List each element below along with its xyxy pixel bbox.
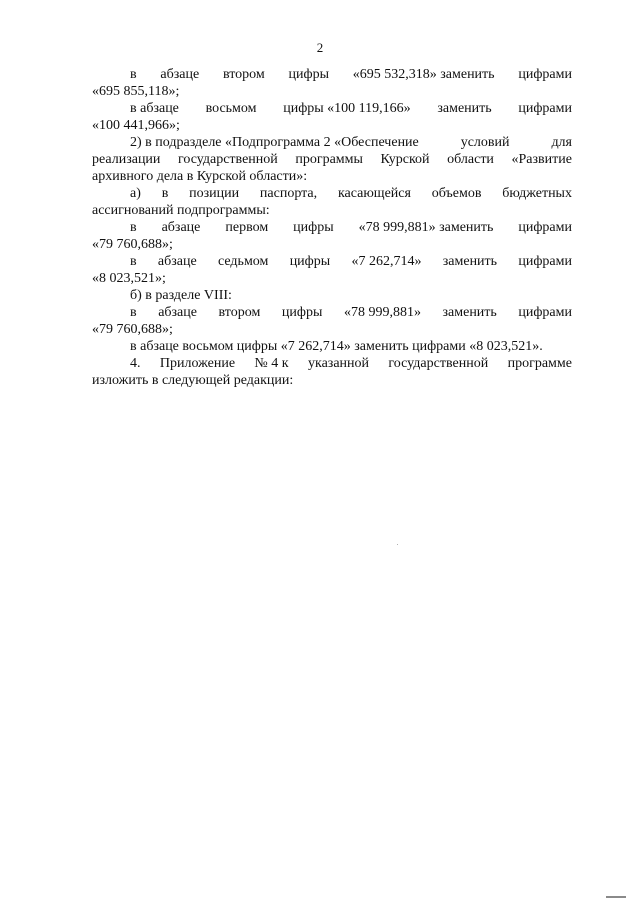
word: реализации <box>92 152 161 167</box>
word: «78 999,881» <box>343 305 421 320</box>
word: абзаце <box>158 305 197 320</box>
word: указанной <box>307 356 370 371</box>
word: касающейся <box>337 186 411 201</box>
word: цифры <box>289 254 331 269</box>
word: цифрами <box>518 67 572 82</box>
word: для <box>551 135 572 150</box>
word: седьмом <box>218 254 269 269</box>
word: государственной <box>177 152 278 167</box>
word: заменить <box>442 305 497 320</box>
text-line: «79 760,688»; <box>92 237 173 252</box>
word: в <box>130 67 137 82</box>
word: в абзаце <box>130 101 179 116</box>
text-line: «79 760,688»; <box>92 322 173 337</box>
word: а) <box>130 186 141 201</box>
word: в <box>161 186 169 201</box>
word: № 4 к <box>254 356 289 371</box>
word: восьмом <box>205 101 257 116</box>
word: Приложение <box>159 356 236 371</box>
word: втором <box>218 305 261 320</box>
word: «7 262,714» <box>351 254 422 269</box>
text-line: «8 023,521»; <box>92 271 166 286</box>
word: 2) в подразделе «Подпрограмма 2 «Обеспечение <box>130 135 419 150</box>
word: цифры <box>281 305 323 320</box>
word: цифры <box>293 220 334 235</box>
text-line <box>92 185 572 202</box>
word: цифры <box>288 67 329 82</box>
text-line <box>92 219 572 236</box>
text-line <box>92 66 572 83</box>
word: абзаце <box>160 67 200 82</box>
word: втором <box>222 67 265 82</box>
text-line: изложить в следующей редакции: <box>92 373 294 388</box>
word: в <box>130 305 137 320</box>
word: «78 999,881» заменить <box>358 220 494 235</box>
word: бюджетных <box>502 186 572 201</box>
text-line: в абзаце восьмом цифры «7 262,714» заменить цифрами «8 023,521». <box>130 339 543 354</box>
text-line: «695 855,118»; <box>92 84 180 99</box>
word: в <box>130 220 137 235</box>
page-number: 2 <box>316 40 324 55</box>
text-line: б) в разделе VIII: <box>130 288 232 303</box>
word: в <box>130 254 137 269</box>
word: 4. <box>130 356 141 371</box>
word: заменить <box>437 101 492 116</box>
word: позиции <box>189 186 240 201</box>
corner-scan-mark <box>606 896 626 898</box>
word: «695 532,318» заменить <box>352 67 495 82</box>
word: Курской <box>380 152 430 167</box>
word: цифрами <box>518 220 572 235</box>
word: абзаце <box>157 254 197 269</box>
text-line <box>92 100 572 117</box>
text-line <box>92 304 572 321</box>
word: объемов <box>431 186 482 201</box>
scan-speck <box>397 544 398 545</box>
word: программы <box>295 152 363 167</box>
word: заменить <box>442 254 498 269</box>
text-line: архивного дела в Курской области»: <box>92 169 308 184</box>
word: цифрами <box>518 254 572 269</box>
word: абзаце <box>161 220 201 235</box>
word: государственной <box>388 356 489 371</box>
word: паспорта, <box>259 186 318 201</box>
text-line <box>92 253 572 270</box>
text-line: ассигнований подпрограммы: <box>92 203 270 218</box>
text-line <box>92 355 572 372</box>
word: области <box>447 152 494 167</box>
word: программе <box>507 356 572 371</box>
text-line: «100 441,966»; <box>92 118 180 133</box>
word: цифры «100 119,166» <box>283 101 411 116</box>
document-body <box>92 66 572 389</box>
word: цифрами <box>518 101 572 116</box>
word: первом <box>225 220 269 235</box>
word: «Развитие <box>511 152 572 167</box>
word: условий <box>460 135 510 150</box>
word: цифрами <box>518 305 572 320</box>
text-line <box>92 151 572 168</box>
text-line <box>92 134 572 151</box>
